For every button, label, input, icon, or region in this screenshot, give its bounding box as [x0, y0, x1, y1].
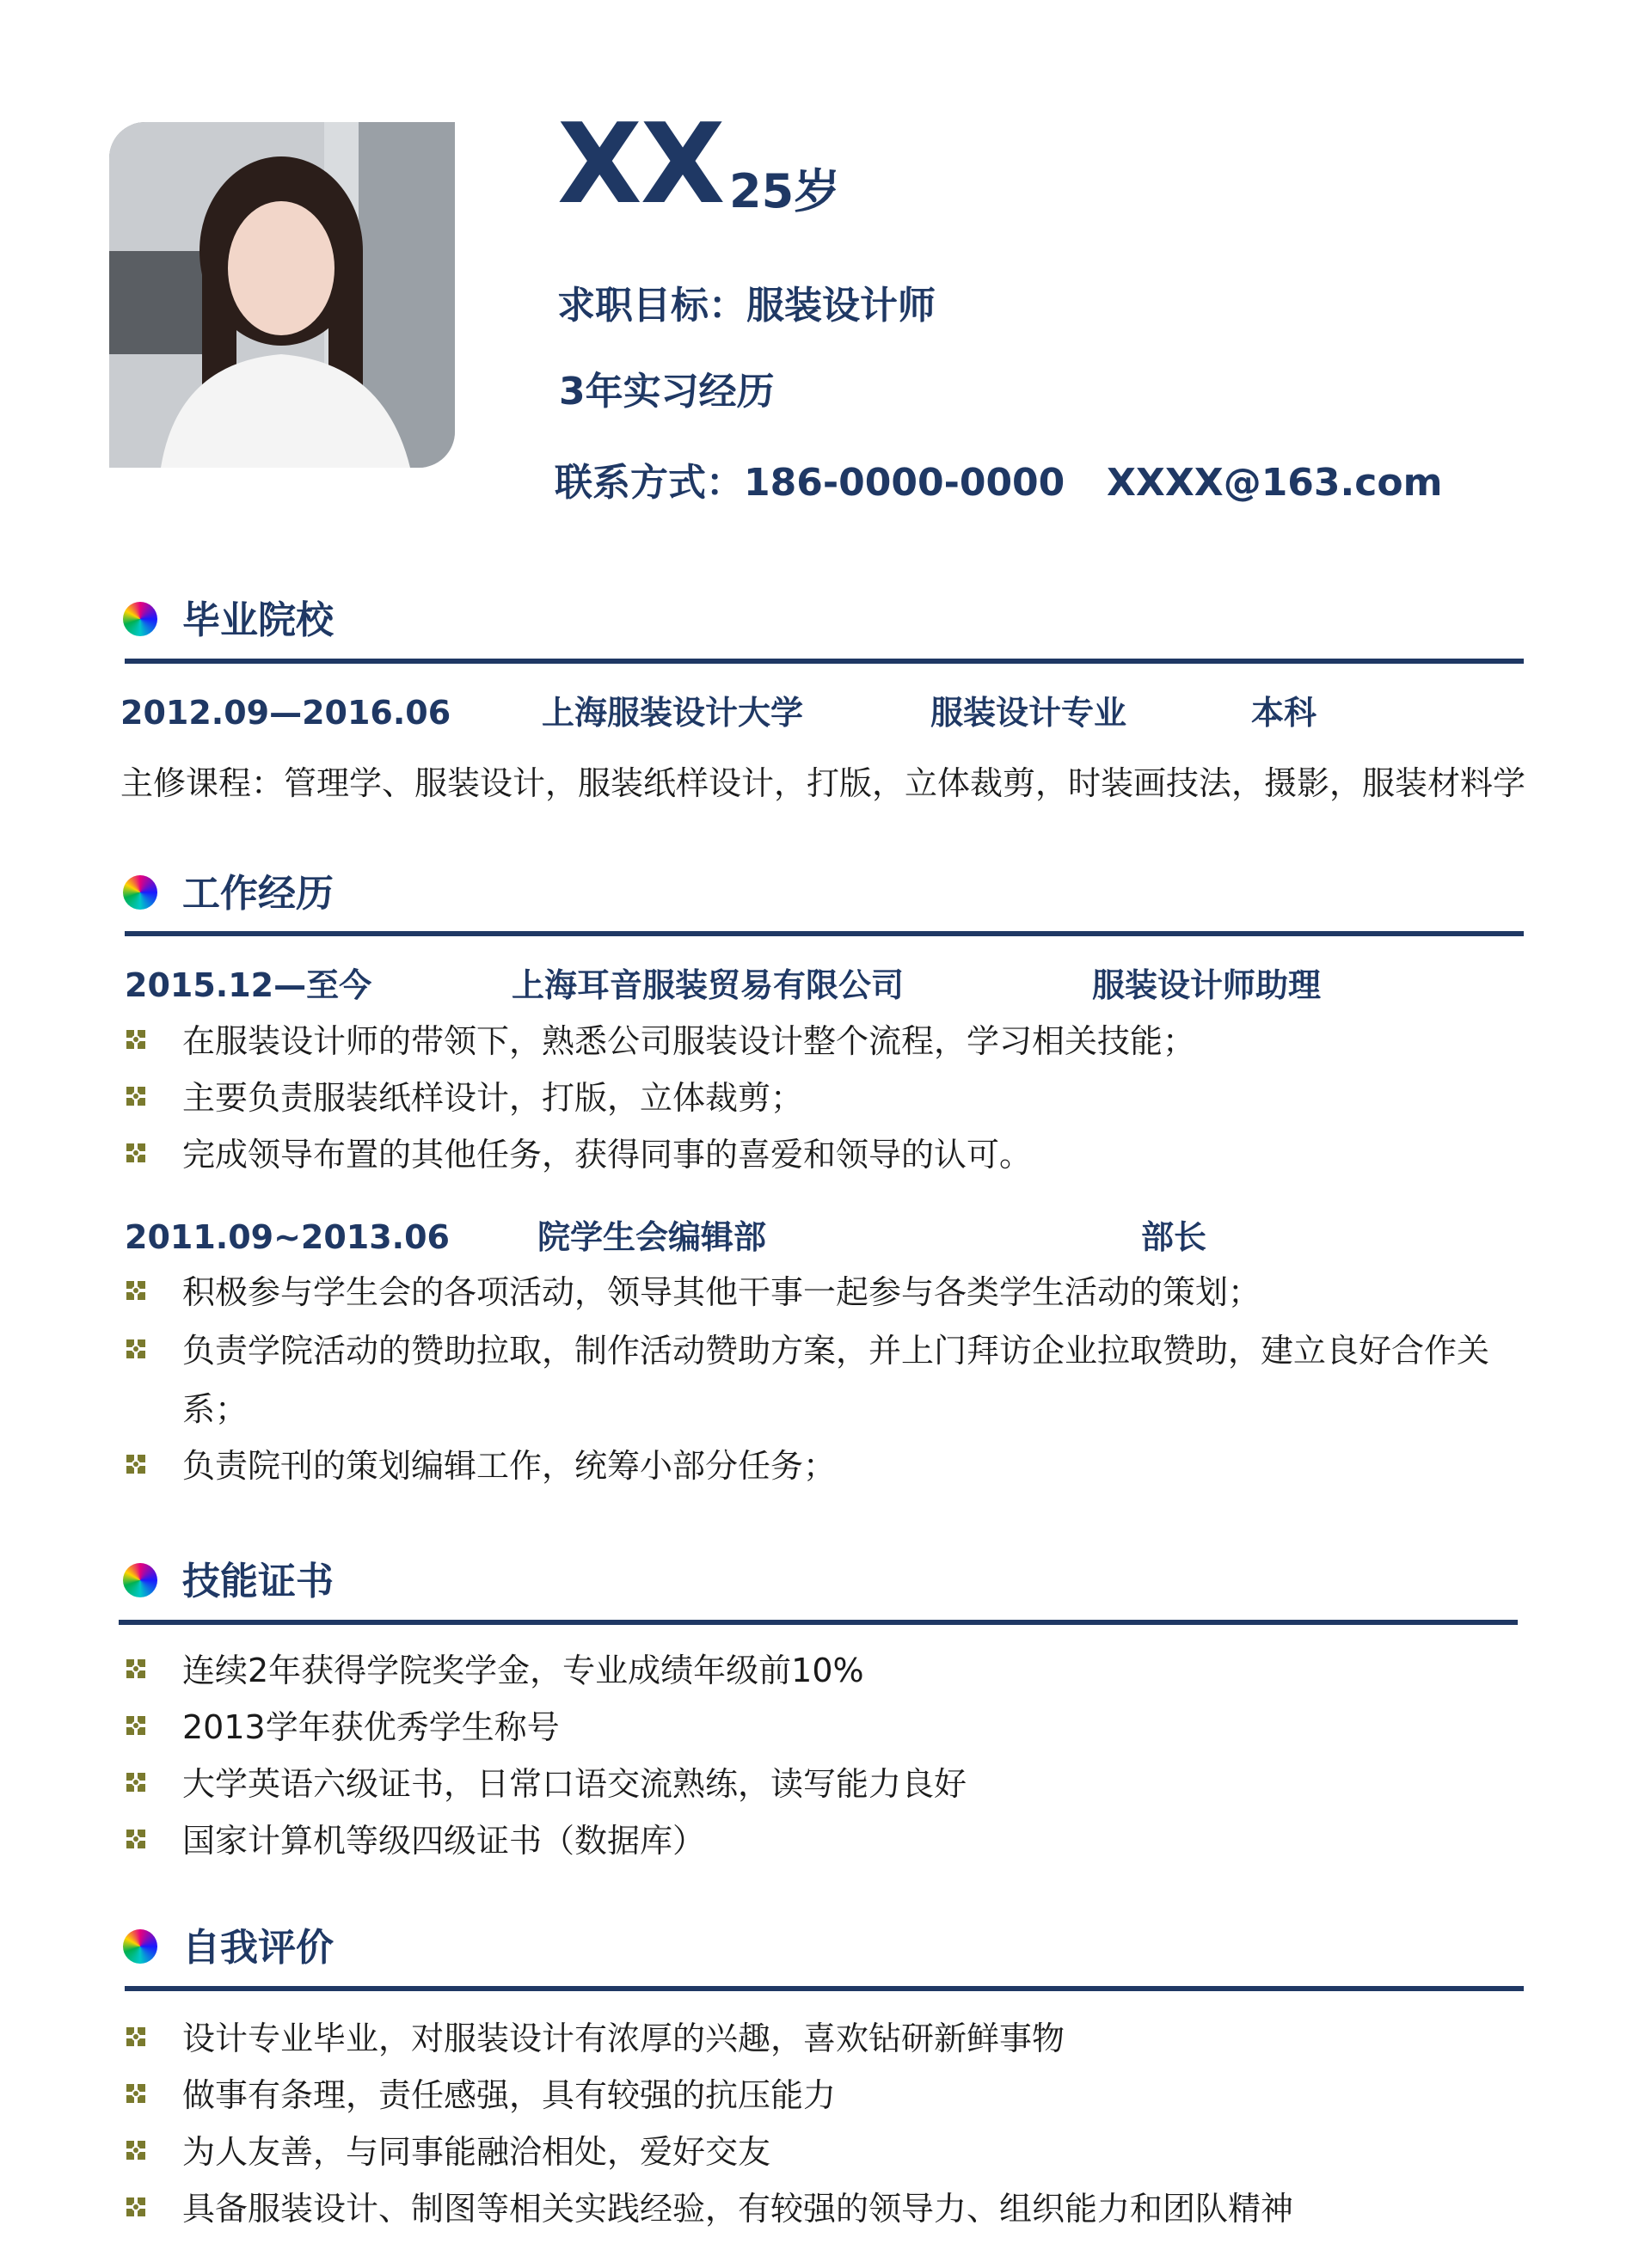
job-duty: 积极参与学生会的各项活动，领导其他干事一起参与各类学生活动的策划； [182, 1273, 1261, 1311]
job-duty: 在服装设计师的带领下，熟悉公司服装设计整个流程，学习相关技能； [182, 1022, 1196, 1060]
contact-label: 联系方式： [555, 461, 744, 505]
job-duty: 完成领导布置的其他任务，获得同事的喜爱和领导的认可。 [182, 1136, 1033, 1174]
skill-item: 连续2年获得学院奖学金，专业成绩年级前10% [182, 1652, 864, 1689]
square-flower-bullet-icon [125, 1279, 147, 1302]
square-flower-bullet-icon [125, 1453, 147, 1475]
job-org: 院学生会编辑部 [537, 1218, 767, 1256]
color-wheel-icon [123, 602, 157, 636]
job-role: 部长 [1141, 1218, 1207, 1256]
square-flower-bullet-icon [125, 2196, 147, 2218]
list-item [125, 1279, 147, 1305]
education-courses: 主修课程：管理学、服装设计，服装纸样设计，打版，立体裁剪，时装画技法，摄影，服装材料学 [120, 764, 1526, 802]
list-item [125, 2196, 147, 2222]
section-title-education: 毕业院校 [182, 598, 334, 642]
experience-summary: 3年实习经历 [559, 370, 775, 414]
job-objective-value: 服装设计师 [746, 284, 936, 328]
job-duty: 负责学院活动的赞助拉取，制作活动赞助方案，并上门拜访企业拉取赞助，建立良好合作关 [182, 1332, 1490, 1370]
section-divider [125, 1986, 1524, 1991]
square-flower-bullet-icon [125, 1658, 147, 1680]
square-flower-bullet-icon [125, 1771, 147, 1793]
candidate-age: 25岁 [729, 164, 841, 218]
job-duty: 主要负责服装纸样设计，打版，立体裁剪； [182, 1079, 804, 1117]
self-eval-item: 为人友善，与同事能融洽相处，爱好交友 [182, 2133, 771, 2171]
job-duty: 负责院刊的策划编辑工作，统筹小部分任务； [182, 1447, 837, 1485]
square-flower-bullet-icon [125, 2082, 147, 2105]
job-period: 2011.09~2013.06 [125, 1218, 450, 1256]
job-org: 上海耳音服装贸易有限公司 [512, 966, 905, 1004]
square-flower-bullet-icon [125, 1828, 147, 1850]
job-objective-label: 求职目标： [557, 284, 746, 328]
contact-info [555, 461, 1065, 505]
list-item [125, 1714, 147, 1740]
color-wheel-icon [123, 1929, 157, 1964]
job-period: 2015.12—至今 [125, 966, 372, 1004]
list-item [125, 2139, 147, 2165]
contact-email: XXXX@163.com [1107, 461, 1443, 505]
list-item [125, 1828, 147, 1854]
list-item [125, 1028, 147, 1054]
education-period: 2012.09—2016.06 [120, 694, 451, 732]
list-item [125, 1338, 147, 1364]
section-divider [119, 1620, 1518, 1625]
education-degree: 本科 [1251, 694, 1317, 732]
square-flower-bullet-icon [125, 1338, 147, 1360]
list-item [125, 1658, 147, 1683]
square-flower-bullet-icon [125, 2026, 147, 2048]
section-title-self: 自我评价 [182, 1926, 334, 1970]
section-divider [125, 659, 1524, 664]
section-divider [125, 931, 1524, 936]
square-flower-bullet-icon [125, 1714, 147, 1737]
list-item [125, 1771, 147, 1797]
self-eval-item: 具备服装设计、制图等相关实践经验，有较强的领导力、组织能力和团队精神 [182, 2190, 1294, 2228]
skill-item: 2013学年获优秀学生称号 [182, 1708, 560, 1746]
education-school: 上海服装设计大学 [542, 694, 804, 732]
job-duty-continued: 系； [182, 1390, 249, 1428]
candidate-name: XX [557, 101, 724, 229]
square-flower-bullet-icon [125, 1028, 147, 1051]
skill-item: 大学英语六级证书，日常口语交流熟练，读写能力良好 [182, 1765, 967, 1803]
self-eval-item: 做事有条理，责任感强，具有较强的抗压能力 [182, 2076, 837, 2114]
list-item [125, 2082, 147, 2108]
contact-phone: 186-0000-0000 [744, 461, 1065, 505]
list-item [125, 1085, 147, 1111]
job-objective [557, 284, 936, 328]
job-role: 服装设计师助理 [1092, 966, 1322, 1004]
square-flower-bullet-icon [125, 1142, 147, 1164]
list-item [125, 1142, 147, 1168]
square-flower-bullet-icon [125, 2139, 147, 2161]
square-flower-bullet-icon [125, 1085, 147, 1107]
section-title-work: 工作经历 [182, 872, 334, 916]
self-eval-item: 设计专业毕业，对服装设计有浓厚的兴趣，喜欢钻研新鲜事物 [182, 2020, 1065, 2057]
list-item [125, 2026, 147, 2051]
color-wheel-icon [123, 1563, 157, 1597]
skill-item: 国家计算机等级四级证书（数据库） [182, 1822, 706, 1860]
color-wheel-icon [123, 875, 157, 910]
section-title-skills: 技能证书 [182, 1560, 334, 1603]
list-item [125, 1453, 147, 1479]
education-major: 服装设计专业 [930, 694, 1127, 732]
profile-photo [109, 122, 455, 468]
